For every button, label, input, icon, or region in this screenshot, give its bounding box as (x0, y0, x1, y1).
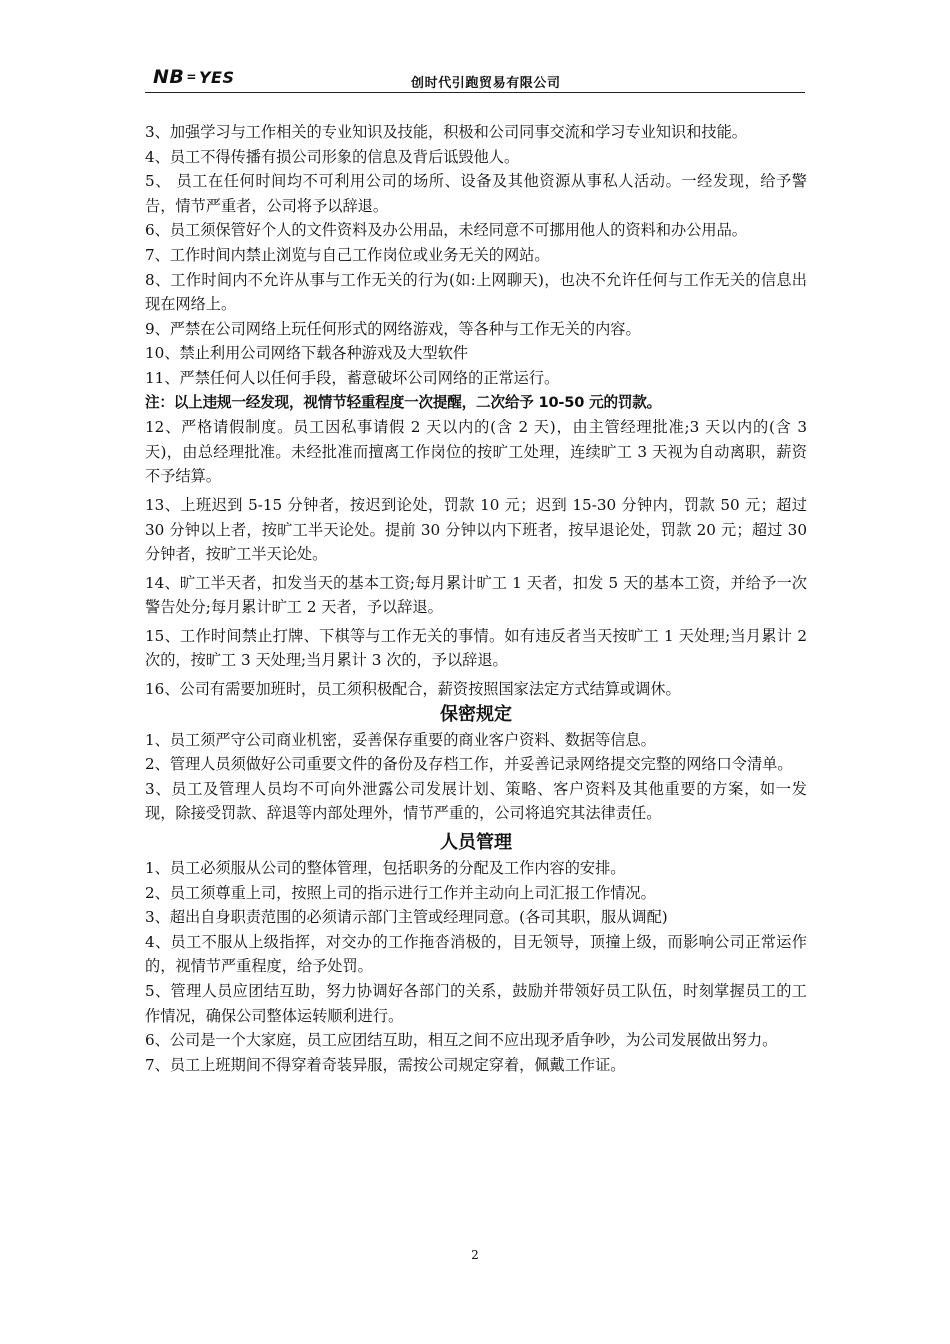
personnel-item: 1、员工必须服从公司的整体管理，包括职务的分配及工作内容的安排。 (145, 859, 626, 878)
rule-item: 8、工作时间内不允许从事与工作无关的行为(如:上网聊天)，也决不允许任何与工作无关的信息出现在网络上。 (145, 270, 807, 314)
rule-item: 5、 员工在任何时间均不可利用公司的场所、设备及其他资源从事私人活动。一经发现，给予警告，情节严重者，公司将予以辞退。 (145, 172, 807, 215)
rule-item: 13、上班迟到 5-15 分钟者，按迟到论处，罚款 10 元；迟到 15-30 分钟内，罚款 50 元；超过 30 分钟以上者，按旷工半天论处。提前 30 分钟以内下班者，按早退论处，罚款 20 元；超过 30 分钟者，按旷工半天论处。 (145, 495, 807, 564)
document-body (145, 120, 807, 1077)
personnel-item: 2、员工须尊重上司，按照上司的指示进行工作并主动向上司汇报工作情况。 (145, 883, 656, 902)
personnel-item: 7、员工上班期间不得穿着奇装异服，需按公司规定穿着，佩戴工作证。 (145, 1055, 626, 1074)
penalty-note: 注：以上违规一经发现，视情节轻重程度一次提醒，二次给予 10-50 元的罚款。 (145, 393, 662, 411)
rule-item: 14、旷工半天者，扣发当天的基本工资;每月累计旷工 1 天者，扣发 5 天的基本工资，并给予一次警告处分;每月累计旷工 2 天者，予以辞退。 (145, 573, 807, 617)
section-title-personnel: 人员管理 (440, 832, 512, 854)
rule-item: 6、员工须保管好个人的文件资料及办公用品，未经同意不可挪用他人的资料和办公用品。 (145, 221, 747, 240)
company-logo: NB = YES (153, 66, 235, 88)
page-number: 2 (471, 1248, 479, 1262)
personnel-item: 6、公司是一个大家庭，员工应团结互助，相互之间不应出现矛盾争吵，为公司发展做出努力。 (145, 1031, 778, 1050)
section-title-confidential: 保密规定 (440, 703, 512, 725)
personnel-item: 4、员工不服从上级指挥，对交办的工作拖沓消极的，目无领导，顶撞上级，而影响公司正常运作的，视情节严重程度，给予处罚。 (145, 932, 807, 976)
personnel-item: 3、超出自身职责范围的必须请示部门主管或经理同意。(各司其职，服从调配) (145, 908, 668, 927)
confidential-item: 1、员工须严守公司商业机密，妥善保存重要的商业客户资料、数据等信息。 (145, 730, 656, 749)
rule-item: 12、严格请假制度。员工因私事请假 2 天以内的(含 2 天)，由主管经理批准;3 天以内的(含 3 天)，由总经理批准。未经批准而擅离工作岗位的按旷工处理，连续旷工 3 天视为自动离职，薪资不予结算。 (145, 418, 807, 486)
rule-item: 3、加强学习与工作相关的专业知识及技能，积极和公司同事交流和学习专业知识和技能。 (145, 123, 747, 141)
rule-item: 15、工作时间禁止打牌、下棋等与工作无关的事情。如有违反者当天按旷工 1 天处理;当月累计 2 次的，按旷工 3 天处理;当月累计 3 次的，予以辞退。 (145, 626, 807, 670)
rule-item: 10、禁止利用公司网络下载各种游戏及大型软件 (145, 344, 469, 363)
confidential-item: 2、管理人员须做好公司重要文件的备份及存档工作，并妥善记录网络提交完整的网络口令清单。 (145, 755, 793, 774)
confidential-item: 3、员工及管理人员均不可向外泄露公司发展计划、策略、客户资料及其他重要的方案，如一发现，除接受罚款、辞退等内部处理外，情节严重的，公司将追究其法律责任。 (145, 779, 807, 823)
page-header (145, 62, 805, 93)
rule-item: 9、严禁在公司网络上玩任何形式的网络游戏，等各种与工作无关的内容。 (145, 319, 641, 338)
rule-item: 11、严禁任何人以任何手段，蓄意破坏公司网络的正常运行。 (145, 368, 560, 387)
company-name: 创时代引跑贸易有限公司 (411, 76, 561, 91)
rule-item: 16、公司有需要加班时，员工须积极配合，薪资按照国家法定方式结算或调休。 (145, 680, 681, 699)
personnel-item: 5、管理人员应团结互助，努力协调好各部门的关系，鼓励并带领好员工队伍，时刻掌握员工的工作情况，确保公司整体运转顺利进行。 (145, 982, 807, 1025)
rule-item: 4、员工不得传播有损公司形象的信息及背后诋毁他人。 (145, 147, 520, 166)
rule-item: 7、工作时间内禁止浏览与自己工作岗位或业务无关的网站。 (145, 245, 550, 264)
